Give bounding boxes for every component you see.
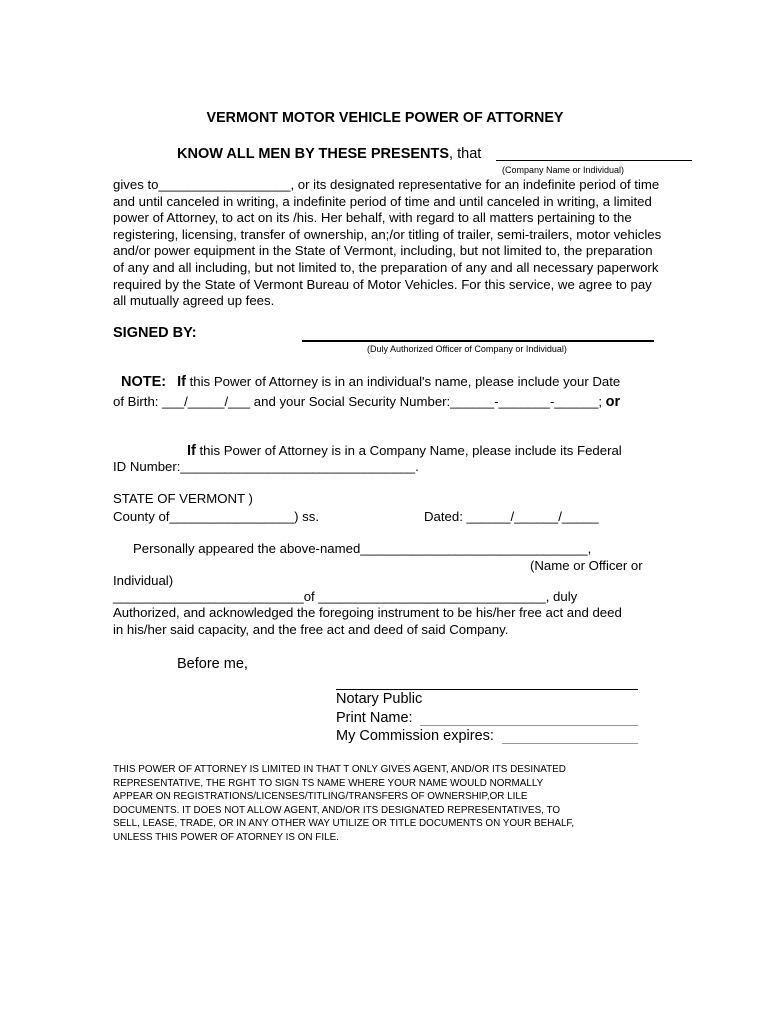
disclaimer-line: REPRESENTATIVE, THE RGHT TO SIGN TS NAME WHERE YOUR NAME WOULD NORMALLY <box>113 777 544 789</box>
commission-expires-label: My Commission expires: <box>336 728 494 744</box>
note-or: or <box>605 394 621 410</box>
name-officer-caption: (Name or Officer or <box>530 558 643 573</box>
federal-id-field: ID Number:________________________________. <box>113 459 419 474</box>
paragraph-line: all mutually agreed up fees. <box>113 293 275 309</box>
notary-signature-line[interactable] <box>336 689 638 690</box>
paragraph-line: of any and all including, but not limited to, the preparation of any and all necessary paperwork <box>113 259 659 275</box>
paragraph-line: gives to__________________, or its designated representative for an indefinite period of time <box>113 177 660 192</box>
commission-expires-field-line[interactable] <box>502 743 638 744</box>
individual-caption: Individual) <box>113 573 174 588</box>
authorization-paragraph <box>113 177 683 310</box>
company-note-if: If <box>187 443 196 459</box>
note-line-1 <box>121 374 620 390</box>
state-of-vermont: STATE OF VERMONT ) <box>113 491 253 506</box>
company-name-field-line[interactable] <box>496 160 692 161</box>
company-note-line-1-text: this Power of Attorney is in a Company Name, please include its Federal <box>195 443 622 458</box>
disclaimer-line: APPEAR ON REGISTRATIONS/LICENSES/TITLING/TRANSFERS OF OWNERSHIP,OR LILE <box>113 791 528 803</box>
note-line-2 <box>113 394 620 410</box>
company-name-caption: (Company Name or Individual) <box>502 165 625 175</box>
paragraph-line: and/or power equipment in the State of Vermont, including, but not limited to, the preparation <box>113 243 653 259</box>
signature-field-line[interactable] <box>302 340 654 342</box>
disclaimer-line: SELL, LEASE, TRADE, OR IN ANY OTHER WAY UTILIZE OR TITLE DOCUMENTS ON YOUR BEHALF, <box>113 818 575 830</box>
know-all-men-suffix: , that <box>449 146 482 162</box>
acknowledgement-line-1: Authorized, and acknowledged the foregoing instrument to be his/her free act and deed <box>113 605 622 620</box>
company-note-line-1 <box>187 443 622 459</box>
personally-appeared-line: Personally appeared the above-named_______________________________, <box>133 541 592 556</box>
note-line-2-text: of Birth: ___/_____/___ and your Social Security Number:______-_______-______; <box>113 394 606 409</box>
paragraph-line: registering, licensing, transfer of ownership, an;/or titling of trailer, semi-trailers, motor vehicles <box>113 226 662 242</box>
paragraph-line: required by the State of Vermont Bureau of Motor Vehicles. For this service, we agree to pay <box>113 276 652 292</box>
paragraph-line: and until canceled in writing, a indefinite period of time and until canceled in writing, a limited <box>113 193 652 209</box>
print-name-field-line[interactable] <box>420 725 638 726</box>
acknowledgement-line-2: in his/her said capacity, and the free act and deed of said Company. <box>113 622 509 637</box>
print-name-label: Print Name: <box>336 710 413 726</box>
signed-by-label: SIGNED BY: <box>113 325 197 341</box>
know-all-men-bold: KNOW ALL MEN BY THESE PRESENTS <box>177 146 450 162</box>
note-label: NOTE: <box>121 374 167 390</box>
before-me: Before me, <box>177 656 248 672</box>
disclaimer-line: DOCUMENTS. IT DOES NOT ALLOW AGENT, AND/OR ITS DESIGNATED REPRESENTATIVES, TO <box>113 804 561 816</box>
document-title: VERMONT MOTOR VEHICLE POWER OF ATTORNEY <box>206 110 564 126</box>
know-all-men-heading <box>177 146 481 162</box>
dated-field: Dated: ______/______/_____ <box>424 509 599 524</box>
note-line-1-text: this Power of Attorney is in an individual's name, please include your Date <box>185 374 621 389</box>
signature-caption: (Duly Authorized Officer of Company or Individual) <box>367 344 567 354</box>
county-field: County of_________________) ss. <box>113 509 320 524</box>
paragraph-line: power of Attorney, to act on its /his. Her behalf, with regard to all matters pertaining to the <box>113 210 632 226</box>
notary-public-label: Notary Public <box>336 691 423 707</box>
disclaimer-line: THIS POWER OF ATTORNEY IS LIMITED IN THAT T ONLY GIVES AGENT, AND/OR ITS DESINATED <box>113 764 566 775</box>
limitation-disclaimer <box>113 763 653 845</box>
of-duly-line: __________________________of _______________________________, duly <box>113 589 578 604</box>
disclaimer-line: UNLESS THIS POWER OF ATORNEY IS ON FILE. <box>113 831 339 843</box>
note-if: If <box>177 374 186 390</box>
